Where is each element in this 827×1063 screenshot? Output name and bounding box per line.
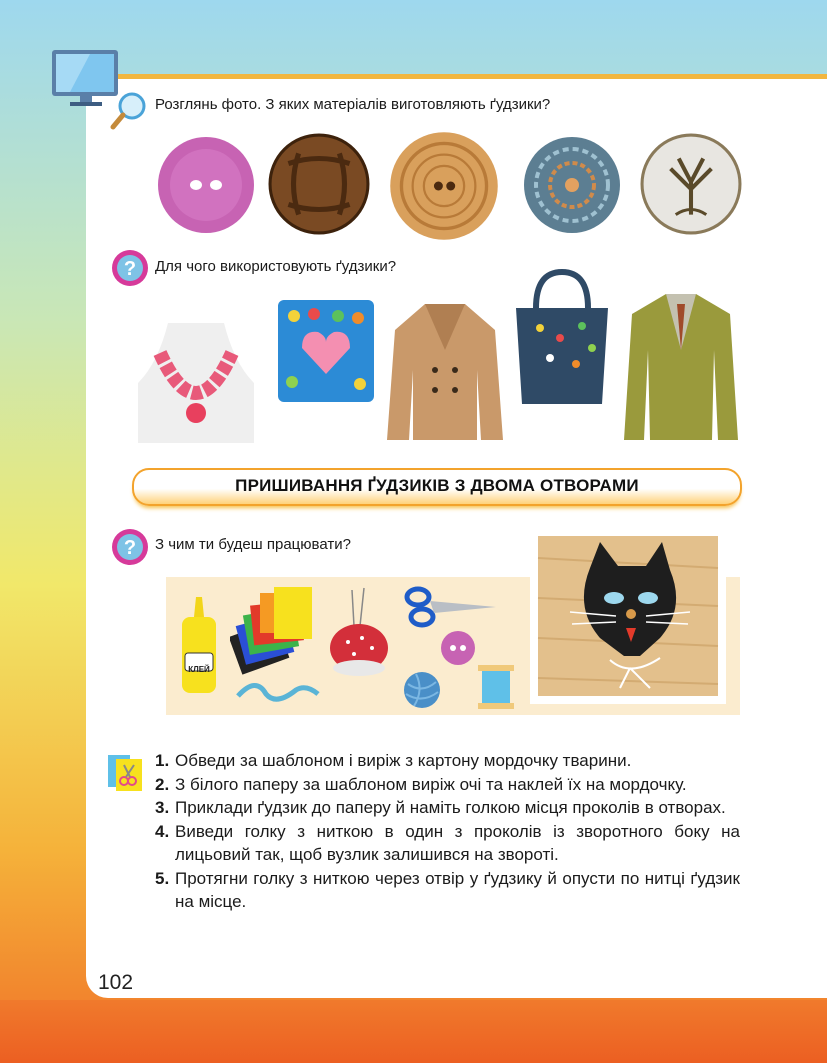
step-item — [155, 749, 740, 773]
button-pillow-image — [274, 296, 378, 406]
step-number: 4. — [155, 821, 170, 841]
colored-paper-image — [230, 585, 322, 677]
step-text: Приклади ґудзик до паперу й наміть голкою місця проколів в отворах. — [175, 798, 726, 817]
section-banner — [132, 468, 742, 506]
step-item — [155, 773, 740, 797]
ribbon-image — [236, 676, 320, 704]
craft-tools-icon — [106, 753, 146, 793]
step-text: З білого паперу за шаблоном виріж очі та наклей їх на мордочку. — [175, 774, 687, 794]
step-text: Протягни голку з ниткою через отвір у ґудзику й опусти по нитці ґудзик на місце. — [175, 868, 740, 911]
button-bag-image — [510, 268, 614, 406]
question-materials: Розглянь фото. З яких матеріалів виготовляють ґудзики? — [155, 96, 551, 113]
svg-text:?: ? — [123, 258, 137, 280]
page-number: 102 — [98, 971, 134, 994]
step-text: Виведи голку з ниткою в один з проколів із зворотного боку на лицьовий так, щоб вузлик залишився на звороті. — [175, 821, 740, 864]
glue-label: КЛЕЙ — [188, 665, 210, 674]
question-icon — [110, 248, 150, 288]
cat-craft-photo — [530, 528, 726, 704]
step-number: 2. — [155, 774, 170, 794]
step-number: 3. — [155, 798, 170, 817]
step-number: 5. — [155, 868, 170, 888]
glue-bottle-image — [178, 595, 220, 695]
question-icon-2 — [110, 527, 150, 567]
wooden-button-image — [388, 130, 500, 242]
step-item — [155, 820, 740, 867]
yarn-ball-image — [402, 670, 442, 710]
instruction-steps — [155, 749, 740, 914]
jacket-image — [622, 290, 740, 450]
necklace-image — [138, 323, 254, 443]
question-tools: З чим ти будеш працювати? — [155, 536, 351, 553]
plastic-button-image — [156, 135, 256, 235]
pink-button-image — [440, 630, 476, 666]
step-item — [155, 867, 740, 914]
pincushion-image — [328, 586, 390, 680]
step-text: Обведи за шаблоном і виріж з картону мордочку тварини. — [175, 751, 632, 770]
step-number: 1. — [155, 751, 170, 770]
svg-text:?: ? — [123, 537, 137, 559]
leather-button-image — [268, 133, 370, 235]
bottom-bar — [0, 1000, 827, 1063]
thread-spool-image — [474, 663, 518, 711]
magnifier-icon — [110, 90, 150, 130]
top-divider — [86, 74, 827, 79]
banner-title: ПРИШИВАННЯ ҐУДЗИКІВ З ДВОМА ОТВОРАМИ — [235, 476, 639, 495]
woven-button-image — [522, 135, 622, 235]
metal-button-image — [640, 133, 742, 235]
scissors-image — [404, 585, 498, 629]
coat-image — [385, 300, 505, 442]
question-usage: Для чого використовують ґудзики? — [155, 258, 397, 275]
step-item — [155, 796, 740, 820]
